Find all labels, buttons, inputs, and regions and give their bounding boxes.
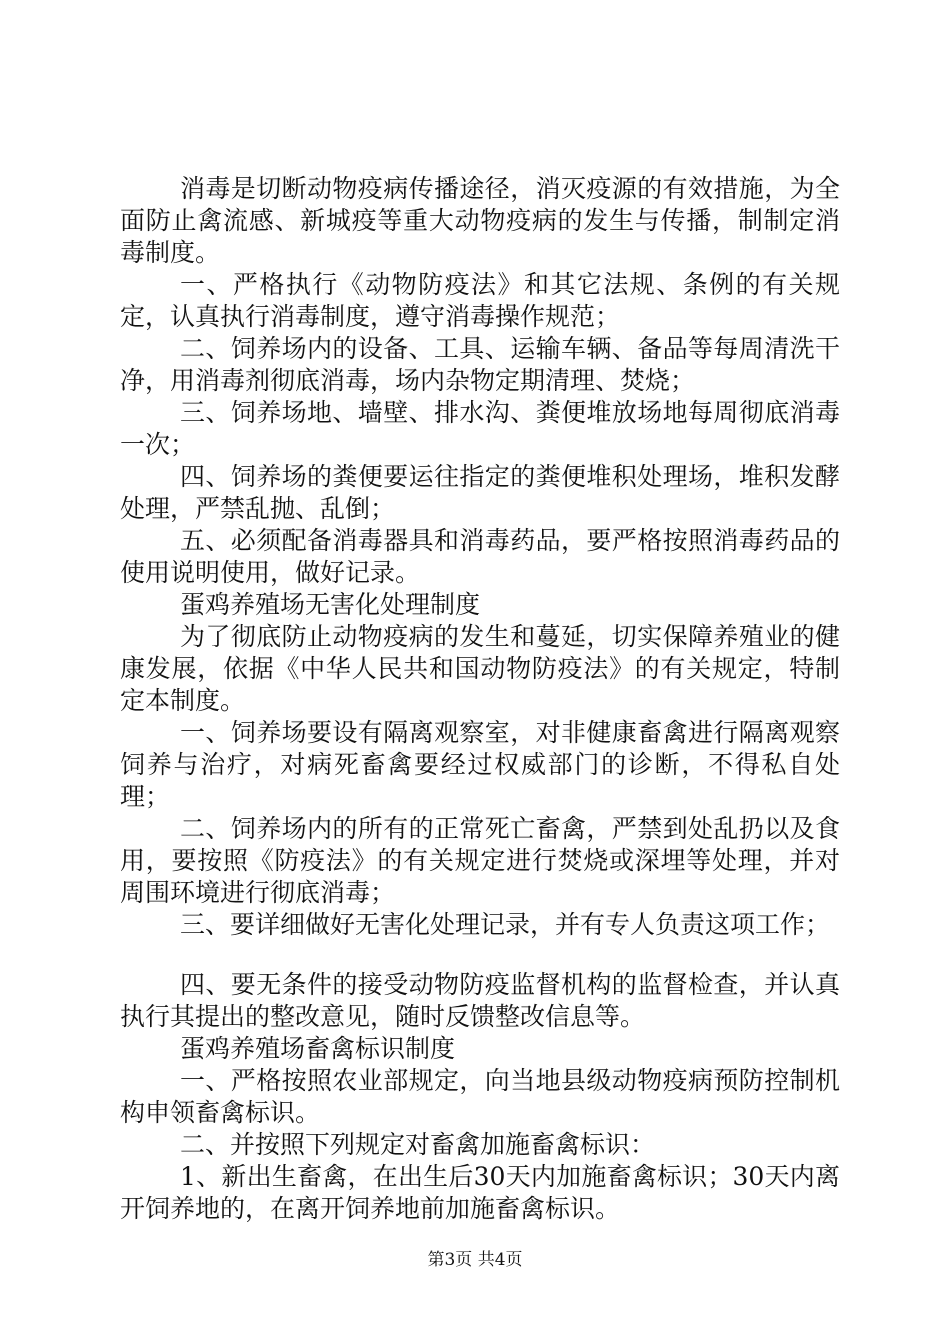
paragraph-harmless-rule-1: 一、饲养场要设有隔离观察室，对非健康畜禽进行隔离观察饲养与治疗，对病死畜禽要经过权威部门的诊断，不得私自处理； (120, 718, 840, 811)
page-number-footer: 第3页 共4页 (427, 1250, 523, 1270)
paragraph-identification-rule-2: 二、并按照下列规定对畜禽加施畜禽标识： (180, 1130, 656, 1159)
section-heading-identification: 蛋鸡养殖场畜禽标识制度 (180, 1034, 456, 1063)
paragraph-harmless-rule-4: 四、要无条件的接受动物防疫监督机构的监督检查，并认真执行其提出的整改意见，随时反馈整改信息等。 (120, 970, 840, 1031)
paragraph-identification-rule-1: 一、严格按照农业部规定，向当地县级动物疫病预防控制机构申领畜禽标识。 (120, 1066, 840, 1127)
blank-line (120, 941, 840, 969)
paragraph-harmless-intro: 为了彻底防止动物疫病的发生和蔓延，切实保障养殖业的健康发展，依据《中华人民共和国动物防疫法》的有关规定，特制定本制度。 (120, 622, 840, 715)
paragraph-disinfection-rule-4: 四、饲养场的粪便要运往指定的粪便堆积处理场，堆积发酵处理，严禁乱抛、乱倒； (120, 462, 840, 523)
paragraph-harmless-rule-3: 三、要详细做好无害化处理记录，并有专人负责这项工作； (180, 910, 831, 939)
paragraph-harmless-rule-2: 二、饲养场内的所有的正常死亡畜禽，严禁到处乱扔以及食用，要按照《防疫法》的有关规定进行焚烧或深埋等处理，并对周围环境进行彻底消毒； (120, 814, 840, 907)
paragraph-disinfection-rule-3: 三、饲养场地、墙壁、排水沟、粪便堆放场地每周彻底消毒一次； (120, 398, 840, 459)
section-heading-harmless-treatment: 蛋鸡养殖场无害化处理制度 (180, 590, 481, 619)
paragraph-disinfection-rule-5: 五、必须配备消毒器具和消毒药品，要严格按照消毒药品的使用说明使用，做好记录。 (120, 526, 840, 587)
paragraph-disinfection-rule-2: 二、饲养场内的设备、工具、运输车辆、备品等每周清洗干净，用消毒剂彻底消毒，场内杂物定期清理、焚烧； (120, 334, 840, 395)
paragraph-disinfection-rule-1: 一、严格执行《动物防疫法》和其它法规、条例的有关规定，认真执行消毒制度，遵守消毒操作规范； (120, 270, 840, 331)
paragraph-identification-item-1: 1、新出生畜禽，在出生后30天内加施畜禽标识；30天内离开饲养地的，在离开饲养地前加施畜禽标识。 (120, 1162, 840, 1223)
paragraph-intro: 消毒是切断动物疫病传播途径，消灭疫源的有效措施，为全面防止禽流感、新城疫等重大动物疫病的发生与传播，制制定消毒制度。 (120, 174, 840, 267)
document-body (120, 173, 840, 1225)
